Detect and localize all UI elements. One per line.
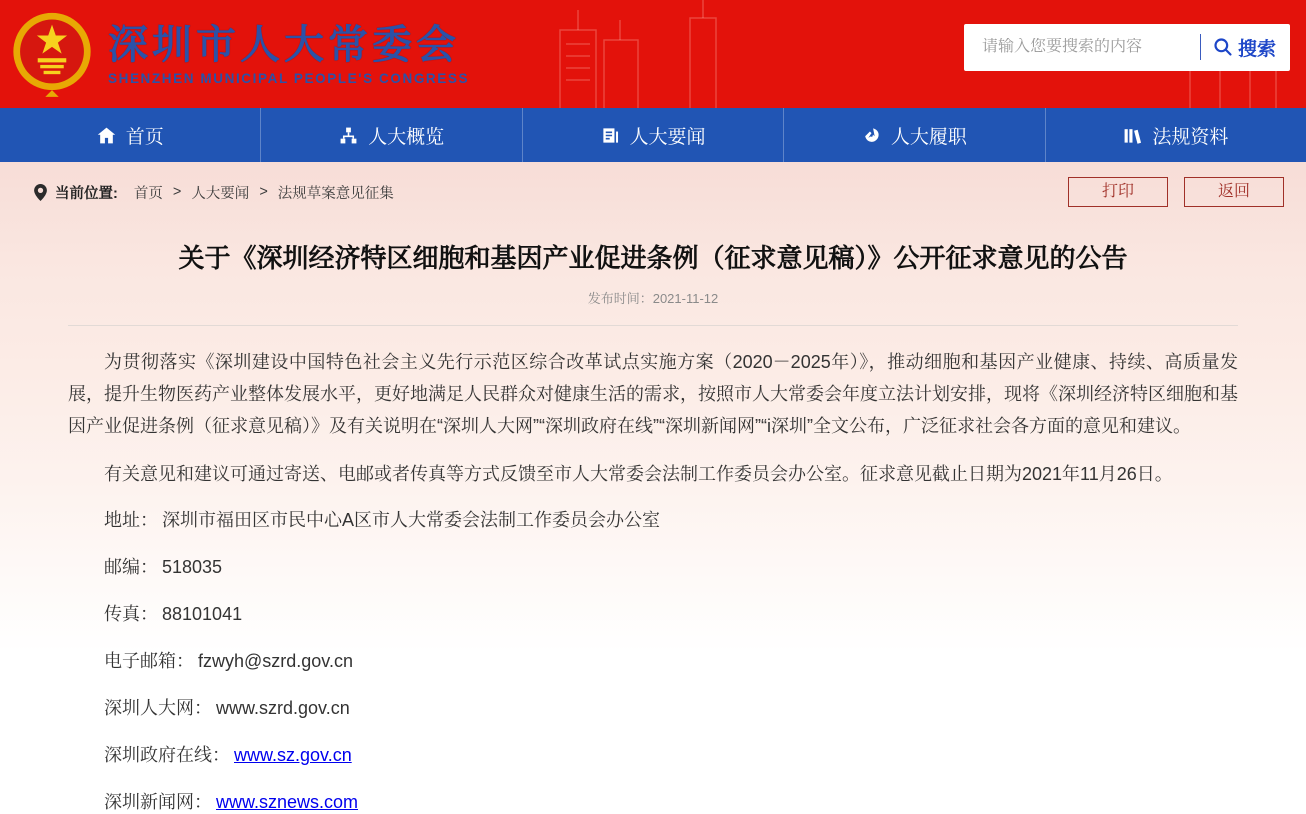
article <box>0 218 1306 814</box>
contact-fax <box>68 600 1238 626</box>
site-title: 深圳市人大常委会 <box>108 22 460 67</box>
breadcrumb <box>34 182 394 203</box>
contact-sznews-site <box>68 788 1238 814</box>
contact-label: 邮编： <box>104 557 158 578</box>
site-header <box>0 0 1306 108</box>
search-box <box>964 24 1290 71</box>
back-button[interactable]: 返回 <box>1184 177 1284 207</box>
contact-label: 传真： <box>104 604 158 625</box>
article-paragraph: 为贯彻落实《深圳建设中国特色社会主义先行示范区综合改革试点实施方案（2020－2025年）》，推动细胞和基因产业健康、持续、高质量发展，提升生物医药产业整体发展水平，更好地满足人民群众对健康生活的需求，按照市人大常委会年度立法计划安排，现将《深圳经济特区细胞和基因产业促进条例（征求意见稿）》及有关说明在“深圳人大网”“深圳政府在线”“深圳新闻网”“i深圳”全文公布，广泛征求社会各方面的意见和建议。 <box>68 352 1238 437</box>
contact-label: 深圳政府在线： <box>104 745 230 766</box>
nav-item-label: 首页 <box>125 126 164 148</box>
nav-item-regulations[interactable] <box>1045 108 1306 162</box>
contact-label: 深圳人大网： <box>104 698 212 719</box>
search-button-label: 搜索 <box>1237 38 1276 60</box>
nav-item-label: 人大履职 <box>890 126 967 148</box>
nav-item-duty[interactable] <box>783 108 1044 162</box>
nav-item-label: 法规资料 <box>1152 126 1229 148</box>
contact-value: fzwyh@szrd.gov.cn <box>198 651 353 672</box>
search-button[interactable] <box>1213 34 1276 61</box>
contact-label: 电子邮箱： <box>104 651 194 672</box>
search-input[interactable] <box>982 38 1194 56</box>
contact-szrd-site <box>68 694 1238 720</box>
sz-gov-link[interactable]: www.sz.gov.cn <box>234 745 352 766</box>
pen-icon <box>862 126 881 145</box>
contact-sz-gov-site <box>68 741 1238 767</box>
nav-item-label: 人大概览 <box>368 126 445 148</box>
nav-item-overview[interactable] <box>260 108 521 162</box>
contact-value: 88101041 <box>162 604 243 625</box>
main-nav <box>0 108 1306 162</box>
contact-label: 地址： <box>104 510 158 531</box>
contact-postcode <box>68 553 1238 579</box>
print-button[interactable]: 打印 <box>1068 177 1168 207</box>
breadcrumb-separator: > <box>172 184 182 200</box>
sitemap-icon <box>339 126 358 145</box>
search-icon <box>1213 37 1233 57</box>
breadcrumb-separator: > <box>259 184 268 200</box>
article-paragraph: 有关意见和建议可通过寄送、电邮或者传真等方式反馈至市人大常委会法制工作委员会办公室。征求意见截止日期为2021年11月26日。 <box>104 464 1173 485</box>
nav-item-home[interactable] <box>0 108 260 162</box>
contact-label: 深圳新闻网： <box>104 792 212 813</box>
breadcrumb-item-current[interactable]: 法规草案意见征集 <box>277 185 394 202</box>
nav-item-label: 人大要闻 <box>629 126 706 148</box>
breadcrumb-row <box>0 162 1306 218</box>
national-emblem-icon <box>10 9 94 99</box>
books-icon <box>1123 126 1142 145</box>
contact-value: www.szrd.gov.cn <box>216 698 350 719</box>
site-subtitle: SHENZHEN MUNICIPAL PEOPLE'S CONGRESS <box>108 70 470 86</box>
contact-address <box>68 506 1238 532</box>
content-area <box>0 162 1306 813</box>
breadcrumb-item-home[interactable]: 首页 <box>133 185 163 202</box>
contact-email <box>68 647 1238 673</box>
news-icon <box>601 126 620 145</box>
home-icon <box>97 126 116 145</box>
breadcrumb-item-news[interactable]: 人大要闻 <box>191 185 250 202</box>
contact-value: 518035 <box>162 557 223 578</box>
search-divider <box>1200 34 1201 60</box>
site-logo[interactable] <box>10 9 469 99</box>
title-divider <box>68 325 1238 326</box>
breadcrumb-label: 当前位置: <box>55 185 118 202</box>
sznews-link[interactable]: www.sznews.com <box>216 792 359 813</box>
publish-date: 发布时间：2021-11-12 <box>587 291 719 307</box>
article-title: 关于《深圳经济特区细胞和基因产业促进条例（征求意见稿）》公开征求意见的公告 <box>178 243 1128 273</box>
action-buttons <box>1068 177 1286 207</box>
contact-value: 深圳市福田区市民中心A区市人大常委会法制工作委员会办公室 <box>162 510 661 531</box>
nav-item-news[interactable] <box>522 108 783 162</box>
location-pin-icon <box>34 184 47 201</box>
